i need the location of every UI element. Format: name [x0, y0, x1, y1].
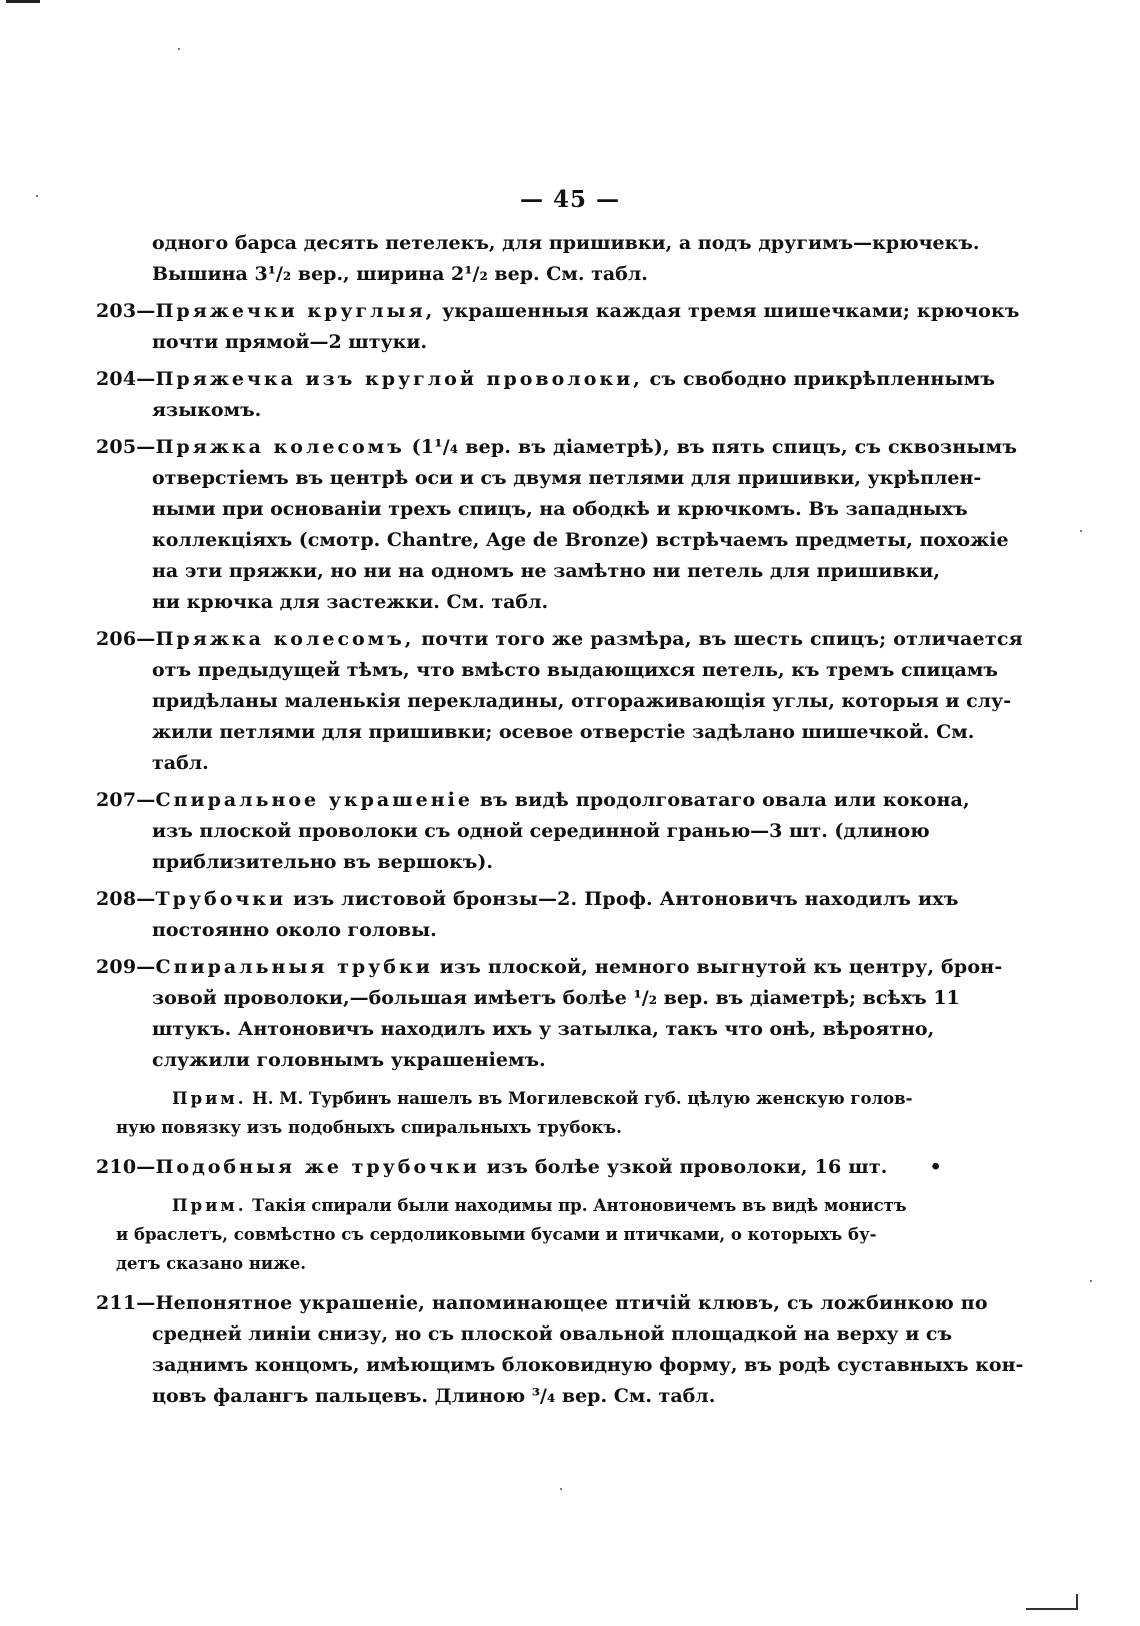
- entry-term: Пряжка колесомъ: [155, 436, 405, 458]
- note-label: Прим.: [172, 1196, 247, 1215]
- page-number: — 45 —: [519, 186, 621, 213]
- entry-number: 205—: [96, 436, 156, 458]
- entry-first-line: [96, 952, 1003, 983]
- entry-term: Спиральное украшеніе: [155, 789, 473, 811]
- scan-speck: [178, 48, 180, 50]
- text-line: и браслетъ, совмѣстно съ сердоликовыми бусами и птичками, о которыхъ бу-: [116, 1225, 877, 1244]
- text-line: придѣланы маленькія перекладины, отгораживающія углы, которыя и слу-: [152, 690, 1012, 712]
- entry-term: Трубочки: [155, 888, 287, 910]
- entry-first-line: [96, 785, 970, 816]
- text-line: детъ сказано ниже.: [116, 1254, 307, 1273]
- text-line: изъ плоской проволоки съ одной серединной гранью—3 шт. (длиною: [152, 820, 930, 842]
- entry-number: 210—: [96, 1156, 156, 1178]
- entry-208: [96, 884, 959, 946]
- entry-first-line: [96, 884, 959, 915]
- entry-first-line: [96, 364, 996, 395]
- entry-number: 208—: [96, 888, 156, 910]
- footnote-turbin: [96, 1084, 913, 1142]
- text-line: одного барса десять петелекъ, для пришивки, а подъ другимъ—крючекъ.: [152, 232, 980, 254]
- note-first-line: [172, 1084, 913, 1113]
- text-line: зовой проволоки,—большая имѣетъ болѣе ¹/₂ вер. въ діаметрѣ; всѣхъ 11: [152, 987, 960, 1009]
- entry-205: [96, 432, 1018, 618]
- text-line: на эти пряжки, но ни на одномъ не замѣтно ни петель для пришивки,: [152, 560, 940, 582]
- text-line: средней линіи снизу, но съ плоской овальной площадкой на верху и съ: [152, 1323, 953, 1345]
- text-line: коллекціяхъ (смотр. Chantre, Age de Bronze) встрѣчаемъ предметы, похожіе: [152, 529, 1009, 551]
- entry-text: украшенныя каждая тремя шишечками; крючокъ: [435, 300, 1020, 322]
- intro-paragraph: [96, 228, 980, 290]
- note-text: Такія спирали были находимы пр. Антоновичемъ въ видѣ монистъ: [246, 1196, 907, 1215]
- entry-first-line: [96, 624, 1023, 655]
- note-first-line: [172, 1191, 907, 1220]
- entry-number: 204—: [96, 368, 156, 390]
- note-text: Н. М. Турбинъ нашелъ въ Могилевской губ. цѣлую женскую голов-: [246, 1089, 913, 1108]
- text-line: почти прямой—2 штуки.: [152, 331, 428, 353]
- entry-number: 206—: [96, 628, 156, 650]
- stray-dot: •: [929, 1156, 942, 1178]
- entry-number: 211—: [96, 1292, 156, 1314]
- entry-term: Пряжка колесомъ,: [155, 628, 415, 650]
- entry-first-line: [96, 432, 1018, 463]
- entry-text: почти того же размѣра, въ шесть спицъ; отличается: [414, 628, 1023, 650]
- entry-first-line: [96, 1288, 988, 1319]
- entry-text: изъ листовой бронзы—2. Проф. Антоновичъ находилъ ихъ: [286, 888, 959, 910]
- entry-text: въ видѣ продолговатаго овала или кокона,: [472, 789, 970, 811]
- page-body: [96, 228, 1024, 1418]
- footnote-antonovich: [96, 1191, 907, 1278]
- text-line: ными при основаніи трехъ спицъ, на ободкѣ и крючкомъ. Въ западныхъ: [152, 498, 968, 520]
- text-line: приблизительно въ вершокъ).: [152, 851, 493, 873]
- entry-text: (1¹/₄ вер. въ діаметрѣ), въ пять спицъ, съ сквознымъ: [404, 436, 1018, 458]
- entry-text: изъ болѣе узкой проволоки, 16 шт.: [479, 1156, 888, 1178]
- entry-209: [96, 952, 1003, 1076]
- text-line: цовъ фалангъ пальцевъ. Длиною ³/₄ вер. См. табл.: [152, 1385, 716, 1407]
- entry-term: Подобныя же трубочки: [155, 1156, 480, 1178]
- entry-text: Непонятное украшеніе, напоминающее птичій клювъ, съ ложбинкою по: [155, 1292, 988, 1314]
- text-line: служили головнымъ украшеніемъ.: [152, 1049, 546, 1071]
- text-line: ни крючка для застежки. См. табл.: [152, 591, 549, 613]
- text-line: отъ предыдущей тѣмъ, что вмѣсто выдающихся петель, къ тремъ спицамъ: [152, 659, 998, 681]
- entry-term: Спиральныя трубки: [155, 956, 433, 978]
- text-line: жили петлями для пришивки; осевое отверстіе задѣлано шишечкой. См.: [152, 721, 975, 743]
- entry-206: [96, 624, 1023, 779]
- entry-207: [96, 785, 970, 878]
- text-line: языкомъ.: [152, 399, 262, 421]
- entry-text: съ свободно прикрѣпленнымъ: [642, 368, 996, 390]
- text-line: постоянно около головы.: [152, 919, 437, 941]
- entry-term: Пряжечки круглыя,: [155, 300, 436, 322]
- entry-210: [96, 1152, 942, 1183]
- entry-211: [96, 1288, 1024, 1412]
- entry-number: 203—: [96, 300, 156, 322]
- entry-203: [96, 296, 1020, 358]
- text-line: табл.: [152, 752, 209, 774]
- entry-first-line: [96, 1152, 942, 1183]
- entry-number: 209—: [96, 956, 156, 978]
- scan-corner-mark: [6, 0, 40, 11]
- scan-corner-mark: [1026, 1594, 1078, 1610]
- entry-term: Пряжечка изъ круглой проволоки,: [155, 368, 643, 390]
- text-line: Вышина 3¹/₂ вер., ширина 2¹/₂ вер. См. табл.: [152, 263, 648, 285]
- text-line: заднимъ концомъ, имѣющимъ блоковидную форму, въ родѣ суставныхъ кон-: [152, 1354, 1024, 1376]
- scan-speck: [560, 1488, 562, 1490]
- entry-first-line: [96, 296, 1020, 327]
- note-label: Прим.: [172, 1089, 247, 1108]
- scan-speck: [1080, 530, 1082, 532]
- entry-number: 207—: [96, 789, 156, 811]
- entry-204: [96, 364, 996, 426]
- scan-speck: [1090, 1280, 1092, 1282]
- entry-text: изъ плоской, немного выгнутой къ центру, брон-: [432, 956, 1003, 978]
- text-line: ную повязку изъ подобныхъ спиральныхъ трубокъ.: [116, 1118, 622, 1137]
- text-line: штукъ. Антоновичъ находилъ ихъ у затылка, такъ что онѣ, вѣроятно,: [152, 1018, 935, 1040]
- text-line: отверстіемъ въ центрѣ оси и съ двумя петлями для пришивки, укрѣплен-: [152, 467, 982, 489]
